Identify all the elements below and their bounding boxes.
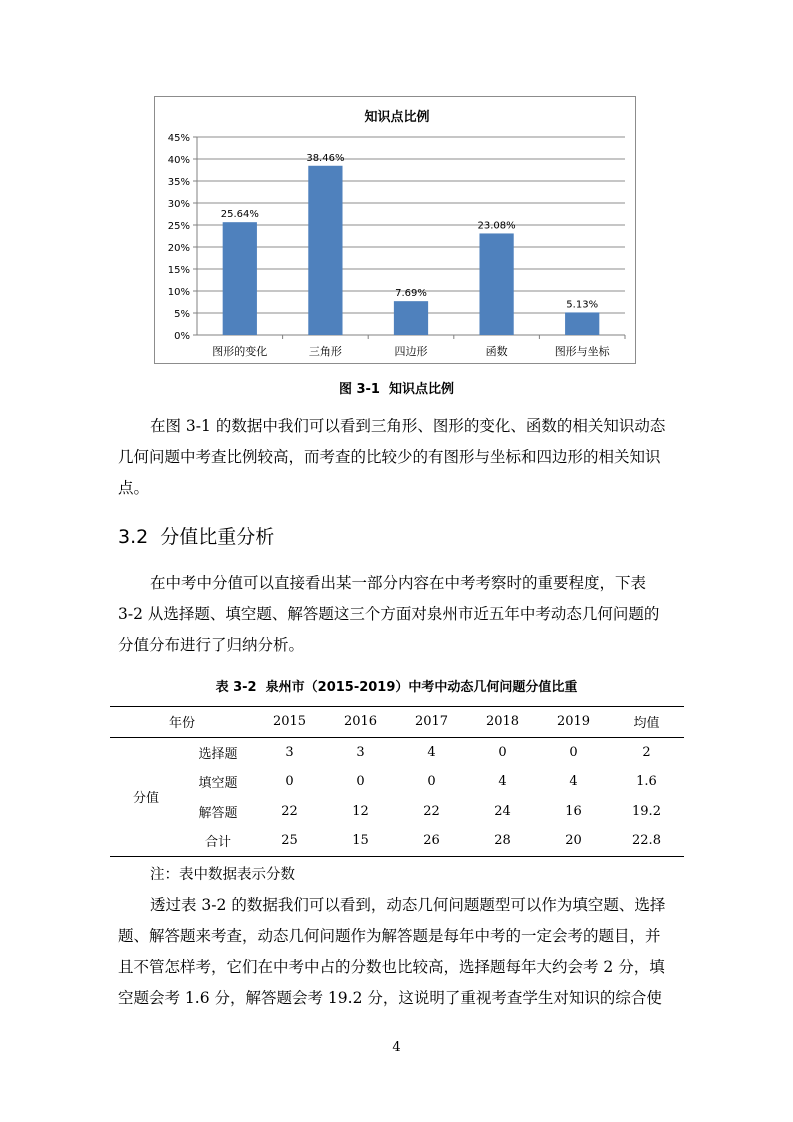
table-cell: 0: [427, 774, 436, 790]
bar: [308, 166, 342, 335]
table-cell: 0: [569, 744, 578, 760]
x-tick-label: 函数: [485, 345, 508, 358]
header-cell: 2018: [485, 714, 520, 730]
y-tick-label: 20%: [167, 243, 190, 254]
paragraph-line: 空题会考 1.6 分，解答题会考 19.2 分，这说明了重视考查学生对知识的综合使: [118, 989, 662, 1007]
page-number: 4: [392, 1040, 401, 1055]
bar: [479, 233, 513, 335]
chart-title: 知识点比例: [364, 110, 430, 125]
y-tick-label: 45%: [167, 133, 190, 144]
table-cell: 0: [498, 744, 507, 760]
data-label: 23.08%: [477, 220, 516, 232]
paragraph-line: 在图 3-1 的数据中我们可以看到三角形、图形的变化、函数的相关知识动态: [150, 417, 666, 435]
table-cell: 16: [565, 803, 582, 819]
table-caption: 表 3-2 泉州市（2015-2019）中考中动态几何问题分值比重: [215, 680, 578, 695]
group-label-cell: 分值: [132, 791, 159, 806]
paragraph-line: 几何问题中考查比例较高，而考查的比较少的有图形与坐标和四边形的相关知识: [118, 448, 661, 466]
data-label: 5.13%: [566, 299, 599, 311]
y-tick-label: 0%: [174, 331, 190, 342]
table-note: 注：表中数据表示分数: [150, 867, 295, 883]
row-label-cell: 填空题: [198, 776, 238, 792]
x-tick-label: 图形的变化: [212, 345, 268, 358]
table-cell: 3: [356, 744, 365, 760]
table-header-row: [110, 707, 684, 738]
paragraph-line: 且不管怎样考，它们在中考中占的分数也比较高，选择题每年大约会考 2 分，填: [118, 958, 665, 976]
header-cell-year: 年份: [168, 716, 195, 732]
data-label: 25.64%: [220, 209, 259, 221]
y-tick-label: 10%: [167, 287, 190, 298]
table-cell: 1.6: [636, 774, 657, 790]
table-cell: 25: [281, 833, 298, 849]
score-table: [110, 706, 684, 857]
y-tick-label: 15%: [167, 265, 190, 276]
y-tick-label: 40%: [167, 155, 190, 166]
paragraph-line: 在中考中分值可以直接看出某一部分内容在中考考察时的重要程度，下表: [150, 574, 647, 592]
figure-caption: 图 3-1 知识点比例: [338, 382, 455, 397]
bar: [394, 301, 428, 335]
table-cell: 19.2: [632, 803, 661, 819]
table-cell: 22: [423, 803, 440, 819]
table-cell: 0: [285, 774, 294, 790]
table-cell: 4: [427, 744, 436, 760]
table-cell: 12: [352, 803, 369, 819]
row-label-cell: 解答题: [198, 805, 238, 821]
y-tick-label: 35%: [167, 177, 190, 188]
chart-frame: [154, 96, 636, 364]
header-cell: 2015: [272, 714, 307, 730]
table-cell: 26: [423, 833, 440, 849]
x-tick-label: 四边形: [394, 345, 428, 358]
y-tick-label: 25%: [167, 221, 190, 232]
data-label: 38.46%: [306, 152, 345, 164]
table-cell: 22.8: [632, 833, 661, 849]
table-cell: 0: [356, 774, 365, 790]
header-cell: 均值: [633, 716, 660, 732]
header-cell: 2017: [414, 714, 449, 730]
table-cell: 4: [498, 774, 507, 790]
table-cell: 2: [642, 744, 651, 760]
data-label: 7.69%: [395, 288, 427, 300]
table-cell: 28: [494, 833, 511, 849]
table-row: [110, 767, 684, 797]
bar: [565, 312, 599, 335]
row-label-cell: 合计: [204, 835, 231, 851]
table-row: [110, 737, 684, 767]
y-tick-label: 5%: [174, 309, 190, 320]
bar-chart: [155, 97, 637, 365]
row-label-cell: 选择题: [198, 746, 238, 762]
table-cell: 22: [281, 803, 298, 819]
section-heading: 3.2 分值比重分析: [118, 526, 275, 548]
y-tick-label: 30%: [167, 199, 190, 210]
table-cell: 24: [494, 803, 511, 819]
paragraph-line: 点。: [118, 479, 150, 497]
x-tick-label: 三角形: [308, 345, 342, 358]
paragraph-line: 题、解答题来考查，动态几何问题作为解答题是每年中考的一定会考的题目，并: [118, 927, 661, 945]
paragraph-line: 透过表 3-2 的数据我们可以看到，动态几何问题题型可以作为填空题、选择: [150, 896, 666, 914]
paragraph-line: 分值分布进行了归纳分析。: [118, 636, 305, 654]
table-cell: 3: [285, 744, 294, 760]
paragraph-line: 3-2 从选择题、填空题、解答题这三个方面对泉州市近五年中考动态几何问题的: [118, 605, 660, 623]
table-cell: 15: [352, 833, 369, 849]
header-cell: 2016: [343, 714, 378, 730]
x-tick-label: 图形与坐标: [554, 345, 610, 358]
table-cell: 20: [565, 833, 582, 849]
table-row: [110, 826, 684, 856]
table-row: [110, 797, 684, 827]
table-cell: 4: [569, 774, 578, 790]
bar: [223, 222, 257, 335]
header-cell: 2019: [556, 714, 591, 730]
